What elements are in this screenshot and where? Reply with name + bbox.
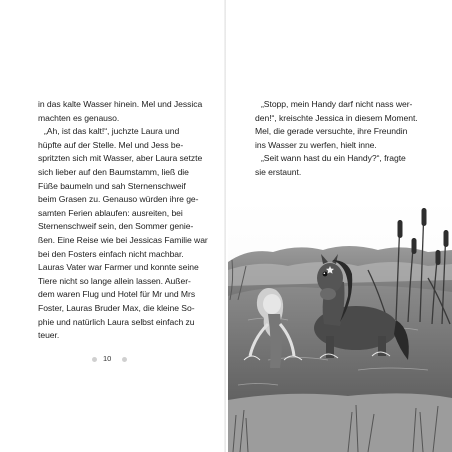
text-line: teuer. [38,330,60,341]
text-line: „Seit wann hast du ein Handy?“, fragte [261,153,406,164]
left-page-text [38,98,214,343]
page-number: 10 [103,354,112,363]
text-line: phie und natürlich Laura selbst einfach zu [38,316,195,327]
right-page-text [255,98,435,180]
text-line: „Ah, ist das kalt!“, juchzte Laura und [44,126,180,137]
text-line: beim Grasen zu. Genauso würden ihre ge- [38,194,199,205]
text-line: in das kalte Wasser hinein. Mel und Jessica [38,99,203,109]
text-line: hüpfte auf der Stelle. Mel und Jess be- [38,139,184,150]
text-line: Sternenschweif sein, den Sommer genie- [38,221,194,232]
text-line: den!“, kreischte Jessica in diesem Moment. [255,112,418,123]
text-line: „Stopp, mein Handy darf nicht nass wer- [261,99,413,109]
near-bank [228,393,452,452]
illustration-svg [228,200,452,452]
text-line: bei den Fosters einfach nicht machbar. [38,248,184,259]
text-line: Mel, die gerade versuchte, ihre Freundin [255,126,408,137]
text-line: Füße baumeln und sah Sternenschweif [38,180,186,191]
page-number-dot-left [92,357,97,362]
pony-in-pond-illustration [228,200,452,452]
text-line: sich lieber auf den Baumstamm, ließ die [38,166,189,177]
text-line: Tiere nicht so lange allein lassen. Außer- [38,275,191,286]
text-line: spritzten sich mit Wasser, aber Laura setzte [38,153,203,164]
text-line: ins Wasser zu werfen, hielt inne. [255,139,377,150]
text-line: samten Ferien ablaufen: ausreiten, bei [38,207,183,218]
text-line: dem waren Flug und Hotel für Mr und Mrs [38,289,196,300]
text-line: Foster, Lauras Bruder Max, die kleine So- [38,302,195,313]
text-line: sie erstaunt. [255,166,302,177]
page-number-dot-right [122,357,127,362]
text-line: Lauras Vater war Farmer und konnte seine [38,262,199,273]
text-line: machten es genauso. [38,112,120,123]
text-line: ßen. Eine Reise wie bei Jessicas Familie war [38,234,208,245]
